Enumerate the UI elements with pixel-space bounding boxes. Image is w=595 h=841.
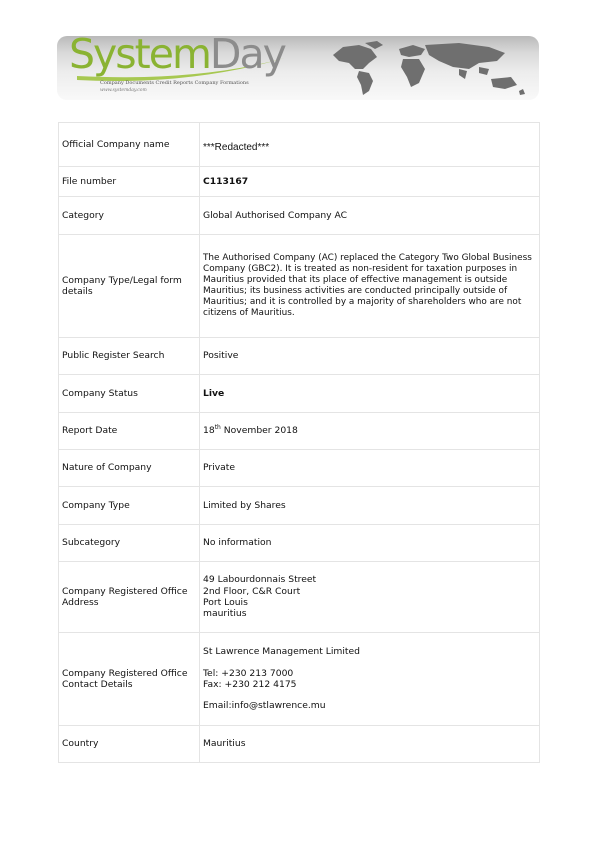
table-row (59, 525, 540, 562)
file-number-value: C113167 (200, 167, 540, 197)
table-row (59, 633, 540, 726)
category-value: Global Authorised Company AC (200, 197, 540, 235)
row-label: Company Status (59, 375, 200, 413)
company-name-value: ***Redacted*** (203, 142, 270, 154)
header-banner (57, 36, 539, 100)
row-label: File number (59, 167, 200, 197)
logo-url: www.systemday.com (100, 88, 147, 93)
table-row (59, 562, 540, 633)
logo (69, 36, 285, 78)
table-row (59, 450, 540, 487)
row-label: Public Register Search (59, 338, 200, 375)
row-label: Company Type (59, 487, 200, 525)
contact-phones: Tel: +230 213 7000 Fax: +230 212 4175 (203, 667, 297, 690)
table-row (59, 197, 540, 235)
row-label: Subcategory (59, 525, 200, 562)
logo-word-system: System (69, 36, 210, 78)
contact-company-name: St Lawrence Management Limited (203, 646, 360, 658)
table-row (59, 413, 540, 450)
table-row (59, 375, 540, 413)
company-type-value: Limited by Shares (200, 487, 540, 525)
company-info-table (58, 122, 540, 763)
row-label: Report Date (59, 413, 200, 450)
table-row (59, 167, 540, 197)
report-date-suffix: th (214, 424, 221, 432)
table-row (59, 235, 540, 338)
nature-value: Private (200, 450, 540, 487)
row-label: Company Registered Office Contact Details (59, 633, 200, 726)
row-label: Company Registered Office Address (59, 562, 200, 633)
row-value (200, 123, 540, 167)
row-label: Official Company name (59, 123, 200, 167)
office-address-value: 49 Labourdonnais Street 2nd Floor, C&R Court Port Louis mauritius (200, 562, 540, 633)
contact-details-value (200, 633, 540, 726)
world-map-icon (329, 39, 534, 97)
status-value: Live (200, 375, 540, 413)
public-register-value: Positive (200, 338, 540, 375)
row-label: Category (59, 197, 200, 235)
table-row (59, 487, 540, 525)
row-label: Country (59, 726, 200, 763)
report-date-day: 18 (203, 425, 215, 437)
contact-email-link[interactable]: Email:info@stlawrence.mu (203, 700, 326, 712)
table-row (59, 338, 540, 375)
subcategory-value: No information (200, 525, 540, 562)
table-row (59, 726, 540, 763)
logo-tagline: Company Documents Credit Reports Company Formations (100, 80, 249, 86)
company-type-details-value: The Authorised Company (AC) replaced the Category Two Global Business Company (GBC2). It is treated as non-resident for taxation purposes in Mauritius provided that its place of effective management is outside Mauritius; its business activities are conducted principally outside of Mauritius; and it is controlled by a majority of shareholders who are not citizens of Mauritius. (200, 235, 540, 338)
report-date-value (200, 413, 540, 450)
table-row (59, 123, 540, 167)
logo-word-day: Day (209, 36, 285, 78)
report-date-rest: November 2018 (220, 425, 298, 437)
row-label: Company Type/Legal form details (59, 235, 200, 338)
row-label: Nature of Company (59, 450, 200, 487)
country-value: Mauritius (200, 726, 540, 763)
